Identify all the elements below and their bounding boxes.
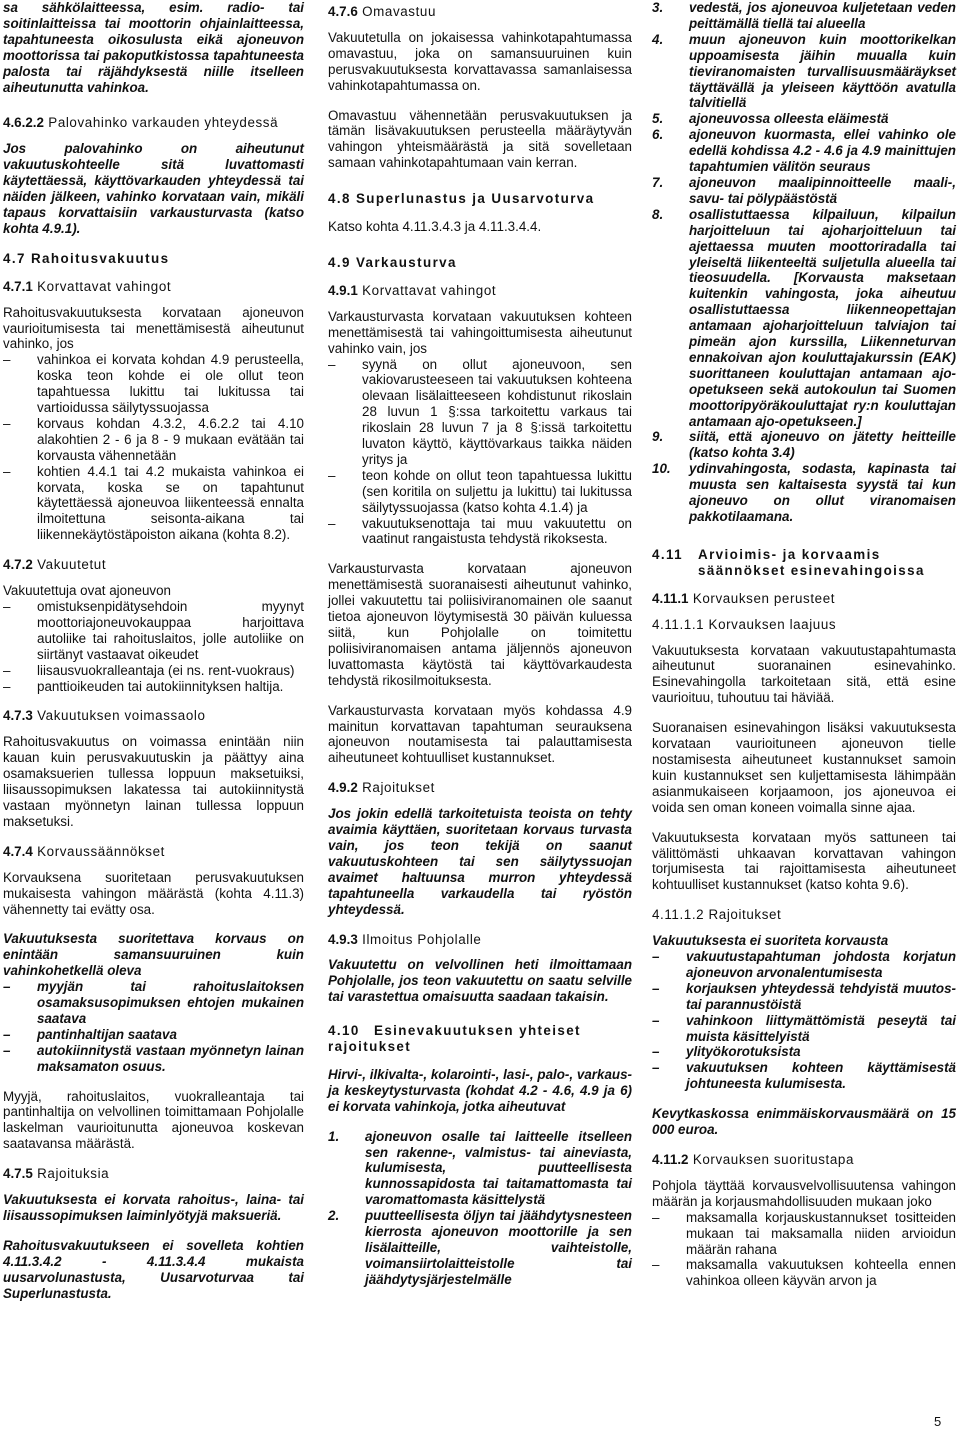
heading-4-10: 4.10 Esinevakuutuksen yhteiset rajoitukset [328, 1023, 581, 1055]
paragraph-4-7-4: Korvauksena suoritetaan perusvakuutuksen mukaisesta vahingon määrästä (kohta 4.11.3) vähennetty tai evätty osa. [3, 869, 304, 917]
list-item: 9. siitä, että ajoneuvo on jätetty heitteille (katso kohta 3.4) [652, 429, 956, 461]
list-4-7-4 [3, 979, 304, 1074]
paragraph-4-7-3: Rahoitusvakuutus on voimassa enintään niin kauan kuin perusvakuutuskin ja päättyy aina osamaksuerien tullessa loppuun maksetuiksi, liisaussopimuksen lakatessa tai autokiinnitystä vastaan myönnetyn lainan tullessa loppuun maksetuksi. [3, 734, 304, 829]
list-4-10 [328, 1129, 632, 1288]
paragraph-4-11-1-1-b: Suoranaisen esinevahingon lisäksi vakuutuksesta korvataan vaurioituneen ajoneuvon tielle nostamisesta aiheutuneet kustannukset samoin kuin kustannukset sen kuljettamisesta lähimpään asianmukaiseen korjaamoon, jos ajoneuvoa ei voida sen oman koneen voimalla sinne ajaa. [652, 720, 956, 815]
intro-paragraph: sa sähkölaitteessa, esim. radio- tai soitinlaitteissa tai moottorin ohjainlaitteessa, tapahtuneesta oikosulusta eikä ajoneuvon moottorissa tai pakoputkistossa tapahtuneesta palosta tai räjähdyksestä niille itselleen aiheutunutta vahinkoa. [3, 0, 304, 95]
list-item: 5. ajoneuvossa olleesta eläimestä [652, 111, 889, 127]
list-4-7-2 [3, 599, 304, 694]
heading-4-7-5: 4.7.5 Rajoituksia [3, 1166, 110, 1182]
paragraph-4-11-1-1-a: Vakuutuksesta korvataan vakuutustapahtumasta aiheutunut suoranainen esinevahinko. Esinevahingolla tarkoitetaan sitä, että esine vaurioituu, tuhoutuu tai häviää. [652, 642, 956, 706]
list-item: 1. ajoneuvon osalle tai laitteelle itselleen sen rakenne-, valmistus- tai aineviasta, kulumisesta, puutteellisesta kunnossapidosta tai taitamattomasta tai varomattomasta käsittelystä [328, 1128, 632, 1208]
paragraph-4-11-1-1-c: Vakuutuksesta korvataan myös sattuneen tai välittömästi uhkaavan korvattavan vahingon torjumisesta tai rajoittamisesta aiheutuneet kohtuulliset kustannukset (katso kohta 9.6). [652, 829, 956, 893]
paragraph-4-9-2: Jos jokin edellä tarkoitetuista teoista on tehty avaimia käyttäen, suoritetaan korvaus turvasta vain, jos teon tekijä on saanut vakuutuskohteen tai sen säilytyssuojan avaimet haltuunsa murron yhteydessä tapahtuneella varkaudella tai ryöstön yhteydessä. [328, 806, 632, 917]
column-1 [3, 0, 304, 1316]
paragraph-4-7-4-b: Myyjä, rahoituslaitos, vuokralleantaja tai pantinhaltija on velvollinen toimittamaan Pohjolalle laskelman vaurioitunutta ajoneuvoa koskevan saatavansa määrästä. [3, 1088, 304, 1152]
list-item: – syynä on ollut ajoneuvoon, sen vakiovarusteeseen tai vakuutuksen kohteena olevaan lisälaitteeseen kohdistunut rikoslain 28 luvun 1 §:ssa tarkoitettu varkaus tai rikoslain 28 luvun 7 ja 8 §:issä tarkoitettu luvaton käyttö, käyttövarkaus taikka näiden yritys ja [328, 357, 632, 468]
paragraph-4-7-5-b: Rahoitusvakuutukseen ei sovelleta kohtien 4.11.3.4.2 - 4.11.3.4.4 mukaista uusarvolunastusta, Uusarvoturvaa tai Superlunastusta. [3, 1237, 304, 1301]
list-item: 7. ajoneuvon maalipinnoitteelle maali-, savu- tai pölypäästöstä [652, 174, 956, 206]
heading-4-7-2: 4.7.2 Vakuutetut [3, 557, 107, 573]
paragraph-4-9-1-c: Varkausturvasta korvataan myös kohdassa 4.9 mainitun korvattavan tapahtuman seurauksena ajoneuvon noutamisesta tai palauttamisesta aiheutuneet kohtuulliset kustannukset. [328, 702, 632, 766]
list-item: – ylityökorotuksista [652, 1044, 956, 1060]
heading-4-9-1: 4.9.1 Korvattavat vahingot [328, 282, 497, 298]
list-item: – pantinhaltijan saatava [3, 1027, 304, 1043]
column-2 [328, 4, 632, 1302]
heading-4-8: 4.8 Superlunastus ja Uusarvoturva [328, 191, 595, 207]
paragraph-4-9-3: Vakuutettu on velvollinen heti ilmoittamaan Pohjolalle, jos teon vakuutettu on saatu selville tai varastettua omaisuutta saadaan takaisin. [328, 957, 632, 1005]
list-item: – autokiinnitystä vastaan myönnetyn lainan maksamaton osuus. [3, 1043, 304, 1075]
list-4-10-continued [652, 0, 956, 525]
paragraph-4-10: Hirvi-, ilkivalta-, kolarointi-, lasi-, palo-, varkaus- ja keskeytysturvasta (kohdat 4.2 - 4.6, 4.9 ja 6) ei korvata vahinkoja, jotka aiheutuvat [328, 1066, 632, 1114]
list-4-9-1 [328, 357, 632, 548]
paragraph-4-6-2-2: Jos palovahinko on aiheutunut vakuutuskohteelle sitä luvattomasti käytettäessä, käyttövarkauden yhteydessä tai näiden jälkeen, vahinko korvataan vain, mikäli tapaus korvattaisiin varkausturvasta (katso kohta 4.9.1). [3, 141, 304, 236]
list-item: – maksamalla vakuutuksen kohteella ennen vahinkoa olleen käyvän arvon ja [652, 1257, 956, 1289]
list-4-11-1-2 [652, 949, 956, 1092]
list-item: 3. vedestä, jos ajoneuvoa kuljetetaan veden peittämällä tiellä tai alueella [652, 0, 956, 31]
paragraph-4-7-4-bold: Vakuutuksesta suoritettava korvaus on enintään samansuuruinen kuin vahinkohetkellä oleva [3, 931, 304, 979]
list-item: 2. puutteellisesta öljyn tai jäähdytysnesteen kierrosta ajoneuvon moottorille ja sen lisälaitteille, vaihteistolle, voimansiirtolaitteistolle tai jäähdytysjärjestelmälle [328, 1208, 632, 1287]
heading-4-7-3: 4.7.3 Vakuutuksen voimassaolo [3, 708, 206, 724]
list-item: – liisausvuokralleantaja (ei ns. rent-vuokraus) [3, 663, 304, 679]
list-item: – panttioikeuden tai autokiinnityksen haltija. [3, 679, 304, 695]
paragraph-4-9-1-lead: Varkausturvasta korvataan vakuutuksen kohteen menettämisestä tai vahingoittumisesta aiheutunut vahinko vain, jos [328, 308, 632, 356]
paragraph-4-11-1-2-b: Kevytkaskossa enimmäiskorvausmäärä on 15 000 euroa. [652, 1106, 956, 1138]
heading-4-11-1: 4.11.1 Korvauksen perusteet [652, 590, 836, 606]
paragraph-4-7-6-a: Vakuutetulla on jokaisessa vahinkotapahtumassa omavastuu, joka on samansuuruinen kuin perusvakuutuksesta korvattavassa samanlaisessa vahinkotapahtumassa on. [328, 29, 632, 93]
list-item: – teon kohde on ollut teon tapahtuessa lukittu (sen koritila on suljettu ja lukittu) tai lukitussa säilytyssuojassa (katso kohta 4.1.4) ja [328, 468, 632, 516]
heading-4-7: 4.7 Rahoitusvakuutus [3, 250, 170, 266]
heading-4-11: 4.11 Arvioimis- ja korvaamis säännökset esinevahingoissa [652, 546, 925, 578]
paragraph-4-8: Katso kohta 4.11.3.4.3 ja 4.11.3.4.4. [328, 219, 542, 235]
heading-4-7-4: 4.7.4 Korvaussäännökset [3, 843, 165, 859]
paragraph-4-7-2-lead: Vakuutettuja ovat ajoneuvon [3, 583, 172, 599]
list-item: – vakuutuksen kohteen käyttämisestä johtuneesta kulumisesta. [652, 1060, 956, 1092]
heading-4-11-1-2: 4.11.1.2 Rajoitukset [652, 907, 782, 923]
paragraph-4-7-1-lead: Rahoitusvakuutuksesta korvataan ajoneuvon vaurioitumisesta tai menettämisestä aiheutunut vahinko, jos [3, 304, 304, 352]
heading-4-7-6: 4.7.6 Omavastuu [328, 4, 436, 19]
list-item: – myyjän tai rahoituslaitoksen osamaksusopimuksen ehtojen mukainen saatava [3, 979, 304, 1027]
list-item: – omistuksenpidätysehdoin myynyt moottoriajoneuvokauppaa harjoittava autoliike tai rahoituslaitos, jolle autoliike on siirtänyt vastaavat oikeudet [3, 599, 304, 663]
list-item: 4. muun ajoneuvon kuin moottorikelkan uppoamisesta jäihin muualla kuin tieviranomaisten turvallisuusmääräykset täyttävällä ja yleiseen käyttöön avatulla talvitiellä [652, 31, 956, 111]
list-item: – vahinkoa ei korvata kohdan 4.9 perusteella, koska teon kohde ei ole ollut teon tapahtuessa lukittu tai lukitussa tai vartioidussa säilytyssuojassa [3, 352, 304, 416]
list-item: 8. osallistuttaessa kilpailuun, kilpailun harjoitteluun tai ajoharjoitteluun tai ajettaessa muuten moottoriradalla tai yleiseltä liikenteeltä suljetulla alueella tai tieosuudella. [Korvausta maksetaan kuitenkin vahingosta, joka aiheutuu osallistuttaessa liikenneopettajan antamaan ajoharjoitteluun talviajon tai pimeän ajon kurssilla, Liikenneturvan ennakoivan ajon kouluttajakurssin (EAK) suorittaneen kouluttajan antamaan ajo-opetukseen sekä autokoulun tai Suomen moottoripyöräkouluttajat ry:n kouluttajan antamaan ajo-opetukseen.] [652, 206, 956, 429]
paragraph-4-9-1-b: Varkausturvasta korvataan ajoneuvon menettämisestä suoranaisesti aiheutunut vahinko, jollei vakuutettu tai poliisiviranomainen ole saanut tietoa ajoneuvon löytymisestä 30 päivän kuluessa siitä, kun Pohjolalle on toimitettu poliisiviranomaisen antama jäljennös ajoneuvon luvattomasta käytöstä tai käyttövarkaudesta tehdystä rikosilmoituksesta. [328, 561, 632, 688]
list-item: 6. ajoneuvon kuormasta, ellei vahinko ole edellä kohdissa 4.2 - 4.6 ja 4.9 mainittujen tapahtumien välitön seuraus [652, 127, 956, 175]
list-item: – vahinkoon liittymättömistä peseytä tai muista käsittelyistä [652, 1013, 956, 1045]
paragraph-4-11-2-lead: Pohjola täyttää korvausvelvollisuutensa vahingon määrän ja korjausmahdollisuuden mukaan joko [652, 1177, 956, 1209]
paragraph-4-11-1-2-lead: Vakuutuksesta ei suoriteta korvausta [652, 933, 889, 949]
list-item: – kohtien 4.4.1 tai 4.2 mukaista vahinkoa ei korvata, koska se on tapahtunut käytettäessä ajoneuvoa liikenteessä ennalta ilmoitettuna seisonta-aikana tai liikennekäytöstäpoiston aikana (kohta 8.2). [3, 464, 304, 544]
heading-4-9-3: 4.9.3 Ilmoitus Pohjolalle [328, 931, 482, 947]
list-4-7-1 [3, 352, 304, 543]
list-item: – korvaus kohdan 4.3.2, 4.6.2.2 tai 4.10 alakohtien 2 - 6 ja 8 - 9 mukaan evätään tai korvausta vähennetään [3, 416, 304, 464]
column-3 [652, 0, 956, 1303]
list-item: – maksamalla korjauskustannukset tositteiden mukaan tai maksamalla niiden arvioidun määrän rahana [652, 1210, 956, 1258]
paragraph-4-7-5-a: Vakuutuksesta ei korvata rahoitus-, laina- tai liisaussopimuksen laiminlyötyjä maksueriä. [3, 1192, 304, 1223]
list-item: – vakuutustapahtuman johdosta korjatun ajoneuvon arvonalentumisesta [652, 949, 956, 981]
heading-4-11-1-1: 4.11.1.1 Korvauksen laajuus [652, 616, 837, 632]
heading-4-9: 4.9 Varkausturva [328, 254, 457, 270]
heading-4-11-2: 4.11.2 Korvauksen suoritustapa [652, 1152, 855, 1167]
list-item: – korjauksen yhteydessä tehdyistä muutos- tai parannustöistä [652, 981, 956, 1013]
heading-4-7-1: 4.7.1 Korvattavat vahingot [3, 278, 172, 294]
list-item: – vakuutuksenottaja tai muu vakuutettu on vaatinut rangaistusta tehdystä rikoksesta. [328, 516, 632, 548]
page-number: 5 [934, 1414, 942, 1429]
list-4-11-2 [652, 1210, 956, 1290]
heading-4-6-2-2: 4.6.2.2 Palovahinko varkauden yhteydessä [3, 115, 279, 131]
heading-4-9-2: 4.9.2 Rajoitukset [328, 780, 435, 796]
paragraph-4-7-6-b: Omavastuu vähennetään perusvakuutuksen ja tämän lisävakuutuksen perusteella määräytyvän vahingon yhteismäärästä ja sitä sovelletaan samaan vahinkotapahtumaan vain kerran. [328, 107, 632, 171]
list-item: 10. ydinvahingosta, sodasta, kapinasta tai muusta sen kaltaisesta syystä tai kun ajoneuvo on ollut viranomaisen pakkotilaamana. [652, 461, 956, 524]
